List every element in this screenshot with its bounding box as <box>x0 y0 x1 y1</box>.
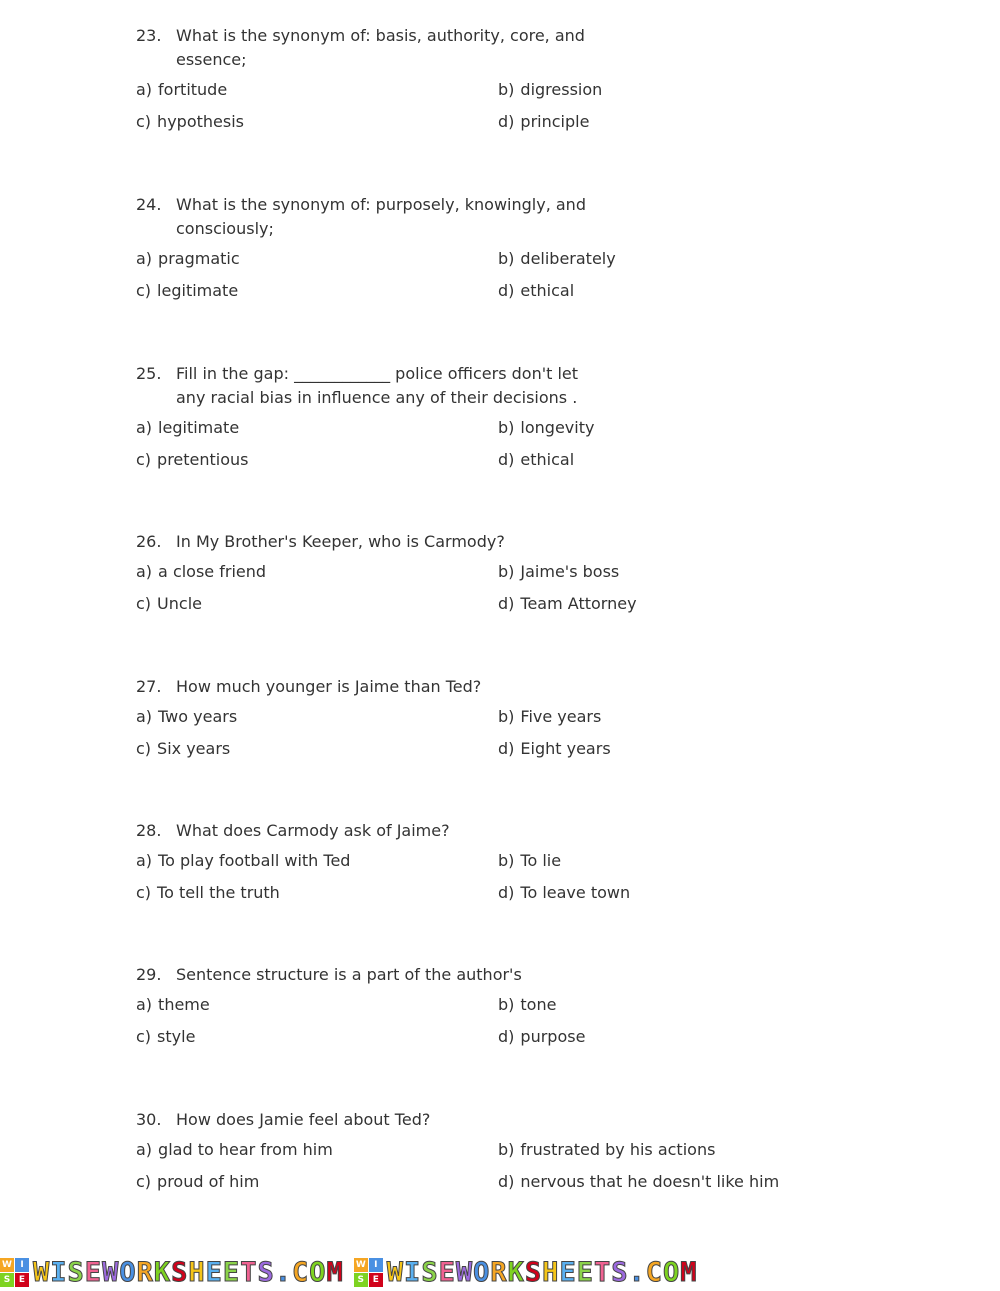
option-letter: b) <box>498 1140 515 1159</box>
wiseworksheets-logo <box>0 1257 344 1288</box>
answer-option-d[interactable] <box>498 883 630 903</box>
answer-option-a[interactable] <box>136 418 239 438</box>
answer-options <box>136 1140 996 1205</box>
option-letter: a) <box>136 851 153 870</box>
option-letter: d) <box>498 281 515 300</box>
option-text: principle <box>520 112 590 131</box>
logo-icon <box>354 1258 383 1287</box>
logo-icon-letter: I <box>369 1258 383 1272</box>
option-text: longevity <box>520 418 595 437</box>
option-text: tone <box>520 995 557 1014</box>
answer-option-b[interactable] <box>498 851 561 871</box>
question-number: 29. <box>136 965 162 984</box>
option-text: ethical <box>520 281 575 300</box>
answer-option-d[interactable] <box>498 112 589 132</box>
logo-icon-letter: W <box>354 1258 368 1272</box>
answer-option-d[interactable] <box>498 594 637 614</box>
option-letter: a) <box>136 707 153 726</box>
option-letter: b) <box>498 418 515 437</box>
question-stem <box>136 963 996 987</box>
question-text: Sentence structure is a part of the author's <box>176 965 522 984</box>
question-24 <box>136 193 996 314</box>
answer-option-a[interactable] <box>136 80 227 100</box>
logo-icon-letter: E <box>369 1273 383 1287</box>
option-text: legitimate <box>157 281 239 300</box>
question-number: 23. <box>136 26 162 45</box>
answer-option-b[interactable] <box>498 418 594 438</box>
question-text: What does Carmody ask of Jaime? <box>176 821 450 840</box>
logo-icon-letter: I <box>15 1258 29 1272</box>
question-29 <box>136 963 996 1060</box>
option-letter: c) <box>136 281 152 300</box>
option-text: To leave town <box>520 883 631 902</box>
answer-option-b[interactable] <box>498 80 602 100</box>
option-letter: c) <box>136 1172 152 1191</box>
option-letter: b) <box>498 562 515 581</box>
option-text: Jaime's boss <box>520 562 620 581</box>
answer-option-b[interactable] <box>498 707 601 727</box>
answer-option-c[interactable] <box>136 883 280 903</box>
option-letter: c) <box>136 594 152 613</box>
answer-option-c[interactable] <box>136 739 230 759</box>
answer-option-b[interactable] <box>498 249 616 269</box>
option-letter: d) <box>498 450 515 469</box>
answer-options <box>136 249 996 314</box>
option-letter: a) <box>136 995 153 1014</box>
footer-watermark <box>0 1256 1000 1288</box>
option-text: fortitude <box>158 80 228 99</box>
option-text: To tell the truth <box>157 883 280 902</box>
question-number: 30. <box>136 1110 162 1129</box>
answer-option-a[interactable] <box>136 995 210 1015</box>
logo-icon-letter: W <box>0 1258 14 1272</box>
option-text: digression <box>520 80 603 99</box>
option-text: To play football with Ted <box>158 851 351 870</box>
answer-option-d[interactable] <box>498 281 574 301</box>
option-text: Two years <box>158 707 238 726</box>
option-letter: b) <box>498 707 515 726</box>
option-text: Eight years <box>520 739 611 758</box>
option-letter: b) <box>498 995 515 1014</box>
question-number: 27. <box>136 677 162 696</box>
logo-icon-letter: S <box>0 1273 14 1287</box>
answer-option-c[interactable] <box>136 594 202 614</box>
option-text: Team Attorney <box>520 594 637 613</box>
option-text: Six years <box>157 739 231 758</box>
question-27 <box>136 675 996 772</box>
question-number: 24. <box>136 195 162 214</box>
option-letter: c) <box>136 1027 152 1046</box>
logo-icon <box>0 1258 29 1287</box>
option-letter: c) <box>136 112 152 131</box>
question-30 <box>136 1108 996 1205</box>
option-text: To lie <box>520 851 562 870</box>
option-letter: b) <box>498 249 515 268</box>
option-text: Uncle <box>157 594 202 613</box>
answer-options <box>136 80 996 145</box>
option-letter: d) <box>498 1027 515 1046</box>
option-text: purpose <box>520 1027 586 1046</box>
answer-option-b[interactable] <box>498 562 619 582</box>
option-letter: c) <box>136 739 152 758</box>
option-letter: d) <box>498 112 515 131</box>
question-text: Fill in the gap: ____________ police officers don't let any racial bias in influence any of their decisions . <box>176 364 579 407</box>
option-letter: a) <box>136 418 153 437</box>
option-letter: a) <box>136 1140 153 1159</box>
option-letter: d) <box>498 594 515 613</box>
option-text: nervous that he doesn't like him <box>520 1172 780 1191</box>
option-text: hypothesis <box>157 112 244 131</box>
option-letter: d) <box>498 739 515 758</box>
question-number: 28. <box>136 821 162 840</box>
question-text: What is the synonym of: purposely, knowingly, and consciously; <box>176 195 586 238</box>
option-text: Five years <box>520 707 602 726</box>
question-28 <box>136 819 996 916</box>
question-stem <box>136 675 996 699</box>
option-text: proud of him <box>157 1172 260 1191</box>
question-number: 26. <box>136 532 162 551</box>
answer-option-d[interactable] <box>498 450 574 470</box>
option-text: style <box>157 1027 196 1046</box>
answer-option-b[interactable] <box>498 995 556 1015</box>
answer-option-c[interactable] <box>136 281 238 301</box>
question-23 <box>136 24 996 145</box>
option-text: ethical <box>520 450 575 469</box>
answer-option-c[interactable] <box>136 1027 195 1047</box>
option-text: theme <box>158 995 210 1014</box>
option-letter: a) <box>136 80 153 99</box>
answer-option-b[interactable] <box>498 1140 715 1160</box>
brand-text: WISEWORKSHEETS.COM <box>33 1256 344 1288</box>
option-text: deliberately <box>520 249 616 268</box>
option-letter: c) <box>136 883 152 902</box>
question-stem <box>136 1108 996 1132</box>
option-letter: a) <box>136 562 153 581</box>
answer-option-a[interactable] <box>136 562 266 582</box>
brand-text: WISEWORKSHEETS.COM <box>386 1256 698 1288</box>
answer-option-d[interactable] <box>498 1027 585 1047</box>
answer-option-c[interactable] <box>136 1172 259 1192</box>
option-text: legitimate <box>158 418 240 437</box>
wiseworksheets-logo <box>354 1257 698 1288</box>
answer-option-a[interactable] <box>136 1140 333 1160</box>
option-letter: d) <box>498 883 515 902</box>
answer-options <box>136 418 996 483</box>
answer-options <box>136 851 996 916</box>
option-text: glad to hear from him <box>158 1140 333 1159</box>
question-text: What is the synonym of: basis, authority, core, and essence; <box>176 26 585 69</box>
answer-option-a[interactable] <box>136 851 350 871</box>
option-text: frustrated by his actions <box>520 1140 716 1159</box>
option-text: pretentious <box>157 450 249 469</box>
option-letter: d) <box>498 1172 515 1191</box>
option-text: pragmatic <box>158 249 240 268</box>
answer-option-c[interactable] <box>136 112 244 132</box>
question-stem <box>136 362 996 410</box>
question-text: How much younger is Jaime than Ted? <box>176 677 482 696</box>
question-stem <box>136 193 996 241</box>
answer-options <box>136 562 996 627</box>
question-number: 25. <box>136 364 162 383</box>
question-text: How does Jamie feel about Ted? <box>176 1110 431 1129</box>
question-26 <box>136 530 996 627</box>
option-letter: b) <box>498 80 515 99</box>
question-stem <box>136 819 996 843</box>
logo-icon-letter: S <box>354 1273 368 1287</box>
answer-option-d[interactable] <box>498 1172 779 1192</box>
option-letter: a) <box>136 249 153 268</box>
option-text: a close friend <box>158 562 267 581</box>
question-text: In My Brother's Keeper, who is Carmody? <box>176 532 505 551</box>
logo-icon-letter: E <box>15 1273 29 1287</box>
option-letter: c) <box>136 450 152 469</box>
answer-options <box>136 707 996 772</box>
question-25 <box>136 362 996 483</box>
option-letter: b) <box>498 851 515 870</box>
answer-options <box>136 995 996 1060</box>
answer-option-a[interactable] <box>136 249 240 269</box>
answer-option-d[interactable] <box>498 739 611 759</box>
question-stem <box>136 24 996 72</box>
answer-option-c[interactable] <box>136 450 249 470</box>
answer-option-a[interactable] <box>136 707 237 727</box>
question-stem <box>136 530 996 554</box>
